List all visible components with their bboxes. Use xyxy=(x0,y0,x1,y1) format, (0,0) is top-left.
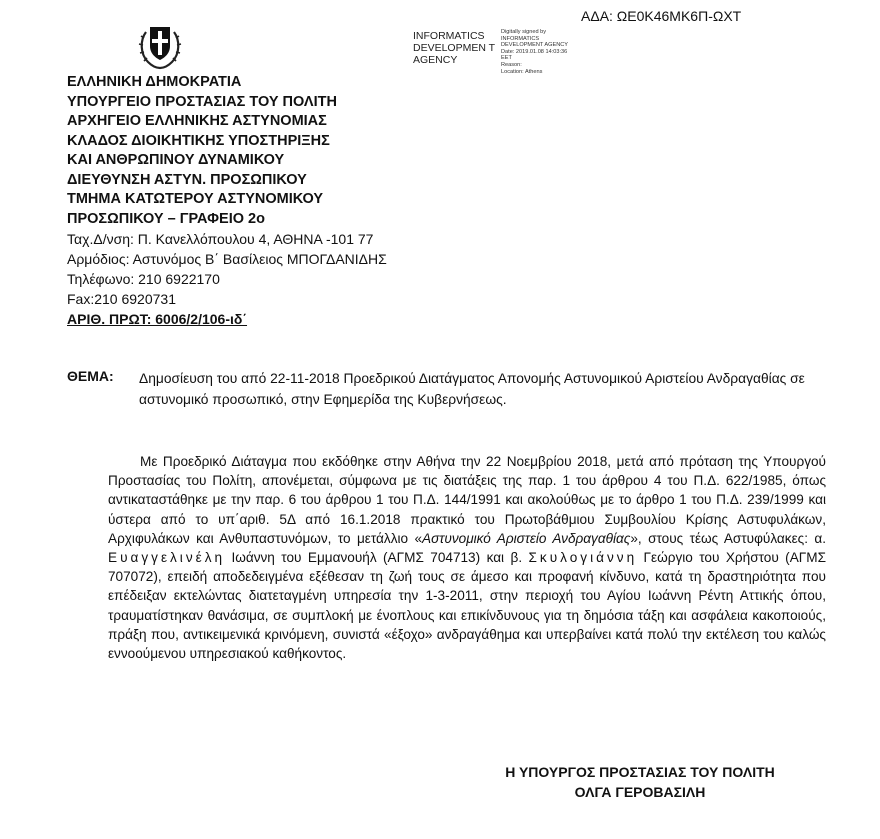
header-line: ΑΡΧΗΓΕΙΟ ΕΛΛΗΝΙΚΗΣ ΑΣΤΥΝΟΜΙΑΣ xyxy=(67,113,327,129)
address: Ταχ.Δ/νση: Π. Κανελλόπουλου 4, ΑΘΗΝΑ -101 77 xyxy=(67,231,374,247)
signature-detail-line: Digitally signed by xyxy=(501,29,547,35)
signature-details xyxy=(501,29,611,75)
header-line: ΤΜΗΜΑ ΚΑΤΩΤΕΡΟΥ ΑΣΤΥΝΟΜΙΚΟΥ xyxy=(67,191,324,207)
minister-title: Η ΥΠΟΥΡΓΟΣ ΠΡΟΣΤΑΣΙΑΣ ΤΟΥ ΠΟΛΙΤΗ xyxy=(505,764,775,780)
subject-label: ΘΕΜΑ: xyxy=(67,368,114,384)
header-line: ΠΡΟΣΩΠΙΚΟΥ – ΓΡΑΦΕΙΟ 2ο xyxy=(67,210,265,227)
signature-detail-line: DEVELOPMENT AGENCY xyxy=(501,42,569,49)
phone: Τηλέφωνο: 210 6922170 xyxy=(67,271,220,287)
letterhead xyxy=(67,73,447,329)
header-line: ΥΠΟΥΡΓΕΙΟ ΠΡΟΣΤΑΣΙΑΣ ΤΟΥ ΠΟΛΙΤΗ xyxy=(67,93,337,110)
signature-detail-line: Reason: xyxy=(501,61,522,68)
responsible-officer: Αρμόδιος: Αστυνόμος Β΄ Βασίλειος ΜΠΟΓΔΑΝΙΔΗΣ xyxy=(67,251,387,267)
header-line: ΔΙΕΥΘΥΝΣΗ ΑΣΤΥΝ. ΠΡΟΣΩΠΙΚΟΥ xyxy=(67,171,307,188)
body-text-3: Ιωάννη του Εμμανουήλ (ΑΓΜΣ 704713) και β. xyxy=(225,550,529,566)
signature-detail-line: Date: 2019.01.08 14:03:36 xyxy=(501,48,568,55)
body-text-2: », στους τέως Αστυφύλακες: α. xyxy=(630,530,827,546)
greek-coat-of-arms-icon xyxy=(138,18,182,70)
subject-text: Δημοσίευση του από 22-11-2018 Προεδρικού Διατάγματος Απονομής Αστυνομικού Αριστείου Ανδραγαθίας σε αστυνομικό προσωπικό, στην Εφημερίδα της Κυβερνήσεως. xyxy=(139,371,805,407)
signature-organization: INFORMATICS DEVELOPMEN T AGENCY xyxy=(413,30,495,66)
body-text-4: Γεώργιο του Χρήστου (ΑΓΜΣ 707072), επειδή αποδεδειγμένα εξέθεσαν τη ζωή τους σε άμεσο και προφανή κίνδυνο, κατά τη δραστηριότητα που επέδειξαν εκτελώντας διατεταγμένη υπηρεσία την 1-3-2011, στην περιοχή του Αγίου Ιωάννη Ρέντη Αττικής όπου, τραυματίστηκαν θανάσιμα, σε συμπλοκή με ένοπλους και επικίνδυνους για τη δημόσια τάξη και ασφάλεια κακοποιούς, πράξη που, αντικειμενικά κρινόμενη, συνιστά «έξοχο» ανδραγάθημα και υπερβαίνει κατά πολύ την εκτέλεση του καλώς εννοούμενου υπηρεσιακού καθήκοντος. xyxy=(108,550,826,662)
protocol-number: ΑΡΙΘ. ΠΡΩΤ: 6006/2/106-ιδ΄ xyxy=(67,311,248,327)
signature-detail-line: INFORMATICS xyxy=(501,35,540,42)
officer-surname-1: Ευαγγελινέλη xyxy=(108,550,226,566)
body-paragraph xyxy=(108,452,826,663)
signature-detail-line: Location: Athens xyxy=(501,68,543,75)
header-line: ΚΛΑΔΟΣ ΔΙΟΙΚΗΤΙΚΗΣ ΥΠΟΣΤΗΡΙΞΗΣ xyxy=(67,132,330,149)
medal-name: Αστυνομικό Αριστείο Ανδραγαθίας xyxy=(422,530,631,546)
header-line: ΕΛΛΗΝΙΚΗ ΔΗΜΟΚΡΑΤΙΑ xyxy=(67,74,242,90)
minister-signature xyxy=(450,762,830,802)
header-line: ΚΑΙ ΑΝΘΡΩΠΙΝΟΥ ΔΥΝΑΜΙΚΟΥ xyxy=(67,152,285,168)
signature-detail-line: EET xyxy=(501,55,512,62)
body-text-1: Με Προεδρικό Διάταγμα που εκδόθηκε στην Αθήνα την 22 Νοεμβρίου 2018, μετά από πρόταση της Υπουργού Προστασίας του Πολίτη, απονέμεται, σύμφωνα με τις διατάξεις της παρ. 1 του άρθρου 4 του Π.Δ. 622/1985, όπως αντικαταστάθηκε με την παρ. 6 του άρθρου 1 του Π.Δ. 144/1991 και ακολούθως με το άρθρο 1 του Π.Δ. 239/1999 και ύστερα από το υπ΄αριθ. 5Δ από 16.1.2018 πρακτικό του Πρωτοβάθμιου Συμβουλίου Κρίσης Αστυφυλάκων, Αρχιφυλάκων και Ανθυπαστυνόμων, το μετάλλιο « xyxy=(108,454,826,546)
officer-surname-2: Σκυλογιάννη xyxy=(528,550,638,566)
fax: Fax:210 6920731 xyxy=(67,291,176,307)
minister-name: ΟΛΓΑ ΓΕΡΟΒΑΣΙΛΗ xyxy=(574,784,706,800)
ada-code: ΑΔΑ: ΩΕ0Κ46ΜΚ6Π-ΩΧΤ xyxy=(581,8,742,24)
